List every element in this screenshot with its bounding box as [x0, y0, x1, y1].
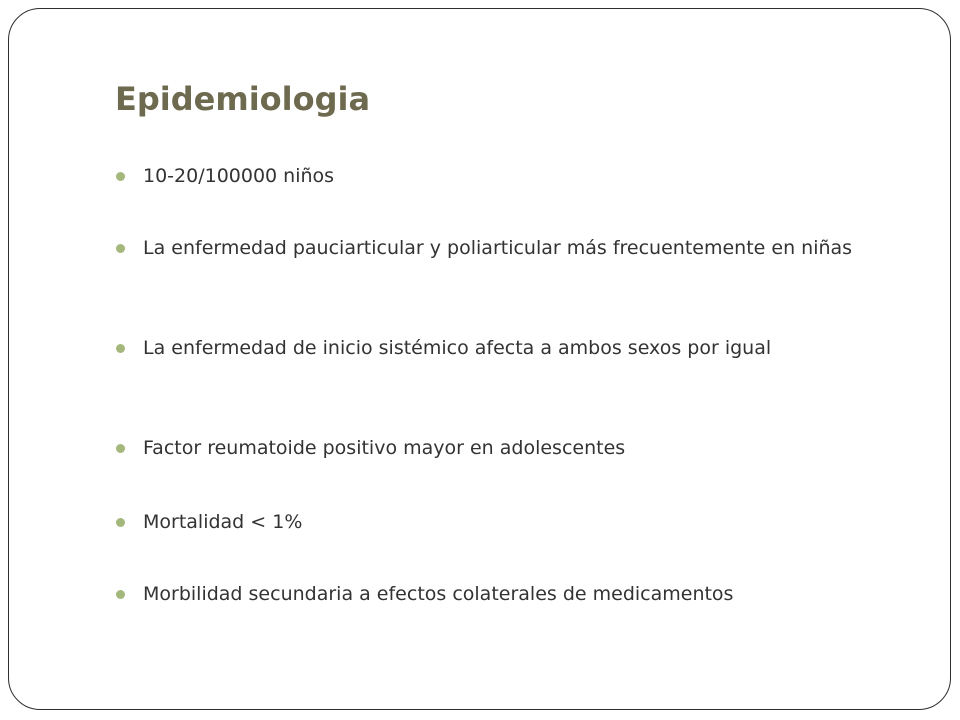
bullet-text: 10-20/100000 niños — [143, 165, 335, 187]
bullet-text: Morbilidad secundaria a efectos colaterales de medicamentos — [143, 583, 734, 605]
bullet-text: Factor reumatoide positivo mayor en adolescentes — [143, 437, 626, 459]
bullet-dot-icon — [116, 244, 125, 253]
slide-title: Epidemiologia — [115, 80, 371, 118]
bullet-dot-icon — [116, 444, 125, 453]
bullet-text: La enfermedad pauciarticular y poliarticular más frecuentemente en niñas — [143, 237, 853, 259]
bullet-text: Mortalidad < 1% — [143, 511, 303, 533]
bullet-dot-icon — [116, 172, 125, 181]
bullet-item — [115, 163, 915, 189]
bullet-item — [115, 235, 915, 261]
bullet-text: La enfermedad de inicio sistémico afecta a ambos sexos por igual — [143, 337, 772, 359]
slide-frame — [8, 8, 951, 710]
bullet-item — [115, 581, 915, 607]
bullet-item — [115, 435, 915, 461]
bullet-item — [115, 335, 915, 361]
bullet-dot-icon — [116, 344, 125, 353]
bullet-dot-icon — [116, 518, 125, 527]
bullet-dot-icon — [116, 590, 125, 599]
bullet-item — [115, 509, 915, 535]
